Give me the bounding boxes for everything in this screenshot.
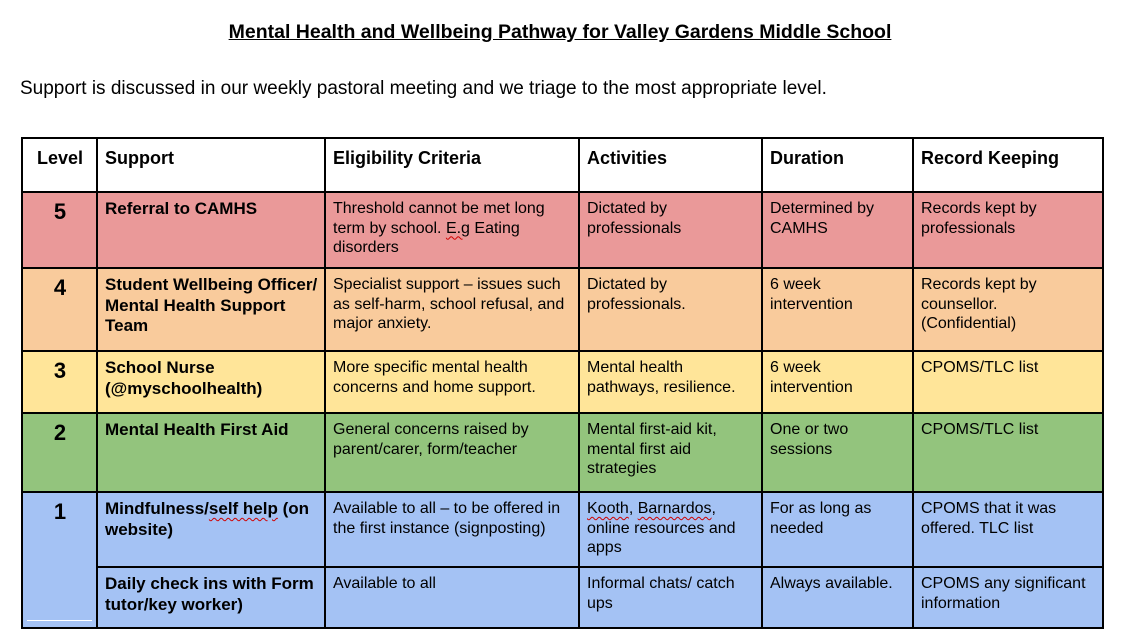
support-cell: Daily check ins with Form tutor/key worker) <box>97 567 325 628</box>
activities-cell: Dictated by professionals. <box>579 268 762 351</box>
activities-cell: Informal chats/ catch ups <box>579 567 762 628</box>
table-row-level-3 <box>22 351 1103 413</box>
support-text-end: (on website) <box>105 499 310 539</box>
support-cell: School Nurse (@myschoolhealth) <box>97 351 325 413</box>
table-row-level-4 <box>22 268 1103 351</box>
level-cell: 3 <box>22 351 97 413</box>
record-keeping-cell: Records kept by professionals <box>913 192 1103 268</box>
level-cell: 5 <box>22 192 97 268</box>
activities-cell <box>579 492 762 567</box>
eligibility-text-end: Eating disorders <box>333 219 520 256</box>
duration-cell: 6 week intervention <box>762 351 913 413</box>
header-record-keeping: Record Keeping <box>913 138 1103 192</box>
eligibility-cell: More specific mental health concerns and home support. <box>325 351 579 413</box>
table-row-level-5 <box>22 192 1103 268</box>
support-cell: Referral to CAMHS <box>97 192 325 268</box>
table-row-level-2 <box>22 413 1103 492</box>
eligibility-text: Threshold cannot be met long term by school. <box>333 200 545 237</box>
support-cell: Mental Health First Aid <box>97 413 325 492</box>
table-row-level-1-daily <box>22 567 1103 628</box>
duration-cell: One or two sessions <box>762 413 913 492</box>
header-level: Level <box>22 138 97 192</box>
table-header-row <box>22 138 1103 192</box>
record-keeping-cell: CPOMS that it was offered. TLC list <box>913 492 1103 567</box>
header-activities: Activities <box>579 138 762 192</box>
eligibility-cell: Specialist support – issues such as self-harm, school refusal, and major anxiety. <box>325 268 579 351</box>
activities-cell: Dictated by professionals <box>579 192 762 268</box>
record-keeping-cell: Records kept by counsellor. (Confidential) <box>913 268 1103 351</box>
duration-cell: Always available. <box>762 567 913 628</box>
spellcheck-word: E.g <box>445 219 470 237</box>
level-cell <box>22 492 97 628</box>
activities-cell: Mental first-aid kit, mental first aid strategies <box>579 413 762 492</box>
eligibility-cell <box>325 192 579 268</box>
activities-sep: , <box>628 500 638 517</box>
spellcheck-word: Barnardos <box>637 500 712 517</box>
pathway-table <box>21 137 1104 629</box>
support-cell: Student Wellbeing Officer/ Mental Health Support Team <box>97 268 325 351</box>
eligibility-cell: Available to all <box>325 567 579 628</box>
level-cell: 2 <box>22 413 97 492</box>
table-row-level-1 <box>22 492 1103 567</box>
record-keeping-cell: CPOMS/TLC list <box>913 351 1103 413</box>
record-keeping-cell: CPOMS any significant information <box>913 567 1103 628</box>
header-duration: Duration <box>762 138 913 192</box>
duration-cell: 6 week intervention <box>762 268 913 351</box>
record-keeping-cell: CPOMS/TLC list <box>913 413 1103 492</box>
duration-cell: For as long as needed <box>762 492 913 567</box>
intro-text: Support is discussed in our weekly pastoral meeting and we triage to the most appropriate level. <box>20 78 827 99</box>
support-cell <box>97 492 325 567</box>
eligibility-cell: General concerns raised by parent/carer, form/teacher <box>325 413 579 492</box>
activities-cell: Mental health pathways, resilience. <box>579 351 762 413</box>
divider <box>27 620 92 621</box>
level-cell: 4 <box>22 268 97 351</box>
duration-cell: Determined by CAMHS <box>762 192 913 268</box>
spellcheck-word: Kooth <box>587 500 629 517</box>
header-eligibility: Eligibility Criteria <box>325 138 579 192</box>
activities-text: , online resources and apps <box>587 500 736 556</box>
spellcheck-word: self help <box>208 499 278 518</box>
eligibility-cell: Available to all – to be offered in the first instance (signposting) <box>325 492 579 567</box>
header-support: Support <box>97 138 325 192</box>
page-title: Mental Health and Wellbeing Pathway for Valley Gardens Middle School <box>228 21 892 43</box>
level-number: 1 <box>53 499 67 524</box>
support-text: Mindfulness/ <box>105 499 209 518</box>
